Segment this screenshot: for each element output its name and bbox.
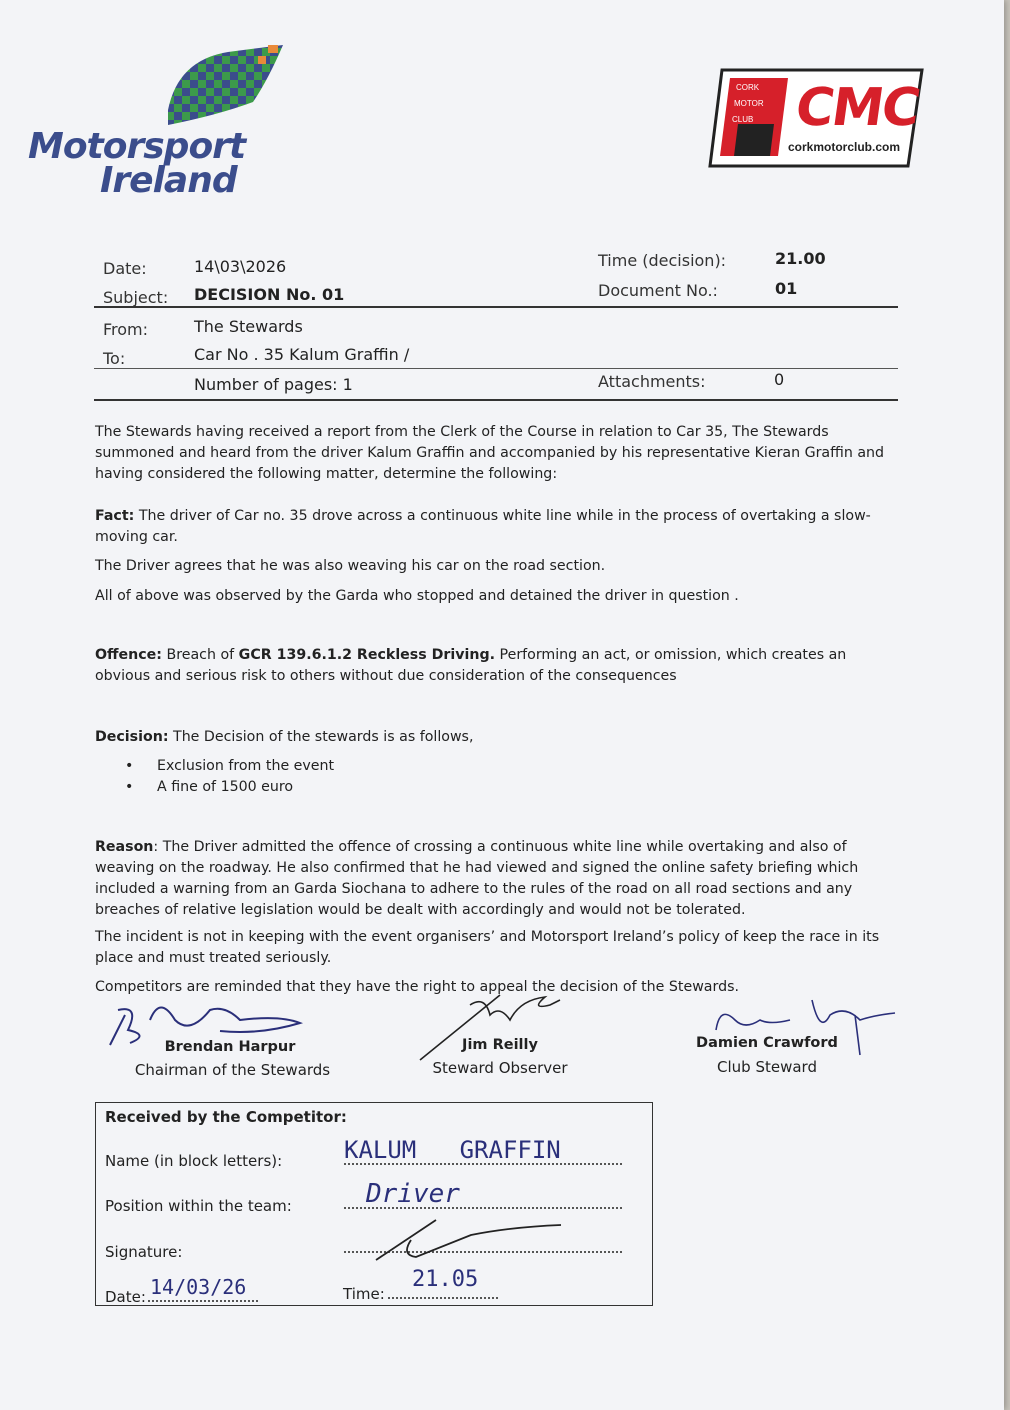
to-label: To: <box>103 349 126 368</box>
date-field-line <box>148 1300 258 1302</box>
cork-motor-club-logo <box>708 68 924 168</box>
docno-label: Document No.: <box>598 281 718 300</box>
offence-pre: Breach of <box>161 647 239 663</box>
cmc-badge-text: CMC <box>791 78 923 138</box>
header-rule-1 <box>94 306 898 308</box>
date-label: Date: <box>103 259 147 278</box>
appeal-paragraph: Competitors are reminded that they have the right to appeal the decision of the Stewards. <box>95 979 739 995</box>
fact-paragraph <box>95 506 903 548</box>
docno-value: 01 <box>775 279 798 298</box>
time-label-receipt: Time: <box>343 1285 385 1303</box>
reason-label: Reason <box>95 839 154 855</box>
date-label-receipt: Date: <box>105 1288 146 1306</box>
signatory-3-name: Damien Crawford <box>696 1035 838 1051</box>
decision-paragraph <box>95 727 903 748</box>
competitor-signature <box>361 1215 601 1265</box>
pages-value: Number of pages: 1 <box>194 375 353 394</box>
decision-item-1: Exclusion from the event <box>157 758 335 774</box>
position-label: Position within the team: <box>105 1197 292 1215</box>
name-value[interactable]: KALUM GRAFFIN <box>344 1136 561 1164</box>
decision-label: Decision: <box>95 729 169 745</box>
time-label: Time (decision): <box>598 251 727 270</box>
list-item: • A fine of 1500 euro <box>125 777 334 798</box>
logo-text-ireland: Ireland <box>100 160 237 201</box>
fact-label: Fact: <box>95 508 135 524</box>
name-label: Name (in block letters): <box>105 1152 283 1170</box>
attachments-value: 0 <box>774 370 785 389</box>
signatory-2-role: Steward Observer <box>432 1059 568 1077</box>
offence-paragraph <box>95 645 903 687</box>
reason-paragraph <box>95 837 903 921</box>
signatory-3-role: Club Steward <box>717 1058 817 1076</box>
decision-text: The Decision of the stewards is as follows, <box>168 729 474 745</box>
reason-text: : The Driver admitted the offence of crossing a continuous white line while overtaking and also of weaving on the roadway. He also confirmed that he had viewed and signed the online safety briefing which included a warning from an Garda Siochana to adhere to the rules of the road on all road sections and any breaches of relative legislation would be dealt with accordingly and would not be tolerated. <box>95 839 859 918</box>
cmc-cork-text: CORK <box>736 83 760 92</box>
cmc-motor-text: MOTOR <box>734 99 764 108</box>
fact-text: The driver of Car no. 35 drove across a continuous white line while in the process of overtaking a slow-moving car. <box>95 508 871 545</box>
from-label: From: <box>103 320 149 339</box>
signatory-1-name: Brendan Harpur <box>164 1039 296 1055</box>
date-value: 14\03\2026 <box>194 257 287 276</box>
subject-value: DECISION No. 01 <box>194 285 345 304</box>
policy-paragraph: The incident is not in keeping with the event organisers’ and Motorsport Ireland’s policy of keep the race in its place and must treated seriously. <box>95 929 880 966</box>
header-rule-3 <box>94 399 898 401</box>
offence-label: Offence: <box>95 647 162 663</box>
offence-text: Performing an act, or omission, which creates an obvious and serious risk to others without due consideration of the consequences <box>95 647 847 684</box>
fact-2: The Driver agrees that he was also weaving his car on the road section. <box>95 558 606 574</box>
signatory-1-role: Chairman of the Stewards <box>134 1061 331 1079</box>
cmc-club-text: CLUB <box>732 115 754 124</box>
receipt-box <box>95 1102 653 1306</box>
subject-label: Subject: <box>103 288 169 307</box>
signatory-2-name: Jim Reilly <box>462 1037 538 1053</box>
from-value: The Stewards <box>194 317 303 336</box>
checkered-flag-icon <box>158 40 288 130</box>
signature-label: Signature: <box>105 1243 183 1261</box>
fact-3: All of above was observed by the Garda who stopped and detained the driver in question . <box>95 588 739 604</box>
motorsport-ireland-logo <box>28 40 288 200</box>
decision-list <box>125 756 334 798</box>
position-value[interactable]: Driver <box>366 1179 460 1209</box>
attachments-label: Attachments: <box>598 372 706 391</box>
intro-paragraph: The Stewards having received a report from the Clerk of the Course in relation to Car 35, The Stewards summoned and heard from the driver Kalum Graffin and accompanied by his representative Kieran Graffin and having considered the following matter, determine the following: <box>95 424 885 482</box>
receipt-time-value[interactable]: 21.05 <box>412 1267 479 1292</box>
logo-text-motorsport: Motorsport <box>28 126 246 167</box>
list-item: • Exclusion from the event <box>125 756 334 777</box>
decision-item-2: A fine of 1500 euro <box>157 779 294 795</box>
to-value: Car No . 35 Kalum Graffin / <box>194 345 410 364</box>
offence-rule: GCR 139.6.1.2 Reckless Driving. <box>238 647 496 663</box>
header-rule-2 <box>94 368 898 369</box>
time-value: 21.00 <box>775 249 826 268</box>
receipt-title: Received by the Competitor: <box>105 1108 347 1126</box>
time-field-line <box>388 1297 498 1299</box>
receipt-date-value[interactable]: 14/03/26 <box>150 1275 247 1299</box>
cmc-url: corkmotorclub.com <box>788 140 901 154</box>
